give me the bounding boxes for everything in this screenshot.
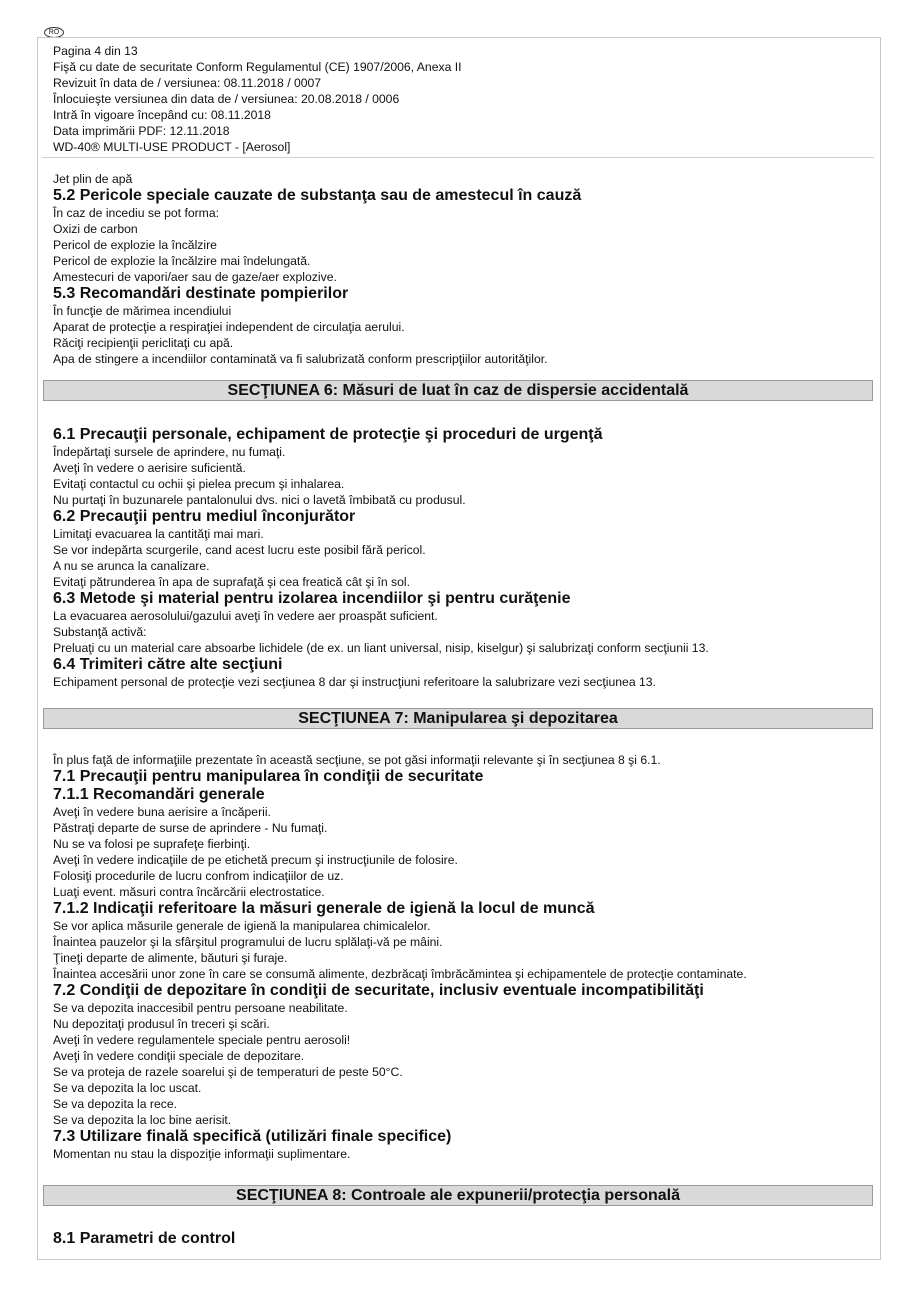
paragraph: Păstraţi departe de surse de aprindere - Nu fumaţi. bbox=[53, 821, 328, 835]
paragraph: Evitaţi pătrunderea în apa de suprafaţă şi cea freatică cât şi în sol. bbox=[53, 575, 411, 589]
paragraph: Echipament personal de protecţie vezi secţiunea 8 dar şi instrucţiuni referitoare la salubrizare vezi secţiunea 13. bbox=[53, 675, 656, 689]
heading-5-3: 5.3 Recomandări destinate pompierilor bbox=[53, 285, 349, 302]
language-badge: RO bbox=[44, 27, 64, 38]
section-6-content bbox=[53, 426, 873, 690]
paragraph: Nu se va folosi pe suprafeţe fierbinţi. bbox=[53, 837, 251, 851]
paragraph: Oxizi de carbon bbox=[53, 222, 138, 236]
section-8-content bbox=[53, 1230, 873, 1248]
section-7-content bbox=[53, 752, 873, 1162]
header-revision: Revizuit în data de / versiunea: 08.11.2018 / 0007 bbox=[53, 76, 322, 90]
paragraph: Preluaţi cu un material care absoarbe lichidele (de ex. un liant universal, nisip, kiselgur) şi salubrizaţi conform secţiunii 13. bbox=[53, 641, 709, 655]
section-5-content bbox=[53, 171, 873, 367]
heading-8-1: 8.1 Parametri de control bbox=[53, 1230, 236, 1247]
section-6-title-bar: SECŢIUNEA 6: Măsuri de luat în caz de dispersie accidentală bbox=[43, 380, 873, 401]
paragraph: Jet plin de apă bbox=[53, 172, 133, 186]
paragraph: Nu depozitaţi produsul în treceri şi scări. bbox=[53, 1017, 270, 1031]
paragraph: Se va proteja de razele soarelui şi de temperaturi de peste 50°C. bbox=[53, 1065, 403, 1079]
heading-7-2: 7.2 Condiţii de depozitare în condiţii de securitate, inclusiv eventuale incompatibilităţi bbox=[53, 982, 704, 999]
header-page-number: Pagina 4 din 13 bbox=[53, 44, 138, 58]
paragraph: Aveţi în vedere indicaţiile de pe etichetă precum şi instrucţiunile de folosire. bbox=[53, 853, 458, 867]
header-print-date: Data imprimării PDF: 12.11.2018 bbox=[53, 124, 230, 138]
section-7-title-bar: SECŢIUNEA 7: Manipularea şi depozitarea bbox=[43, 708, 873, 729]
heading-6-2: 6.2 Precauţii pentru mediul înconjurător bbox=[53, 508, 356, 525]
paragraph: Înaintea accesării unor zone în care se consumă alimente, dezbrăcaţi îmbrăcămintea şi echipamentele de protecţie contaminate. bbox=[53, 967, 747, 981]
paragraph: Momentan nu stau la dispoziţie informaţii suplimentare. bbox=[53, 1147, 351, 1161]
paragraph: Limitaţi evacuarea la cantităţi mai mari. bbox=[53, 527, 264, 541]
heading-6-4: 6.4 Trimiteri către alte secţiuni bbox=[53, 656, 283, 673]
paragraph: Evitaţi contactul cu ochii şi pielea precum şi inhalarea. bbox=[53, 477, 345, 491]
paragraph: Pericol de explozie la încălzire mai îndelungată. bbox=[53, 254, 311, 268]
document-header bbox=[53, 43, 462, 155]
paragraph: Nu purtaţi în buzunarele pantalonului dvs. nici o lavetă îmbibată cu produsul. bbox=[53, 493, 466, 507]
paragraph: Amestecuri de vapori/aer sau de gaze/aer explozive. bbox=[53, 270, 337, 284]
paragraph: Aveţi în vedere regulamentele speciale pentru aerosoli! bbox=[53, 1033, 351, 1047]
paragraph: A nu se arunca la canalizare. bbox=[53, 559, 210, 573]
paragraph: În plus faţă de informaţiile prezentate în această secţiune, se pot găsi informaţii relevante şi în secţiunea 8 şi 6.1. bbox=[53, 753, 661, 767]
paragraph: Se vor aplica măsurile generale de igienă la manipularea chimicalelor. bbox=[53, 919, 431, 933]
paragraph: Folosiţi procedurile de lucru confrom indicaţiilor de uz. bbox=[53, 869, 344, 883]
paragraph: Luaţi event. măsuri contra încărcării electrostatice. bbox=[53, 885, 325, 899]
paragraph: Se vor indepărta scurgerile, cand acest lucru este posibil fără pericol. bbox=[53, 543, 426, 557]
paragraph: Aparat de protecţie a respiraţiei independent de circulaţia aerului. bbox=[53, 320, 405, 334]
heading-6-3: 6.3 Metode şi material pentru izolarea incendiilor şi pentru curăţenie bbox=[53, 590, 571, 607]
header-divider bbox=[42, 157, 874, 158]
paragraph: Răciţi recipienţii periclitaţi cu apă. bbox=[53, 336, 234, 350]
paragraph: Se va depozita inaccesibil pentru persoane neabilitate. bbox=[53, 1001, 348, 1015]
header-doc-title: Fişă cu date de securitate Conform Regulamentul (CE) 1907/2006, Anexa II bbox=[53, 60, 462, 74]
paragraph: La evacuarea aerosolului/gazului aveţi în vedere aer proaspăt suficient. bbox=[53, 609, 438, 623]
header-replaces: Înlocuieşte versiunea din data de / versiunea: 20.08.2018 / 0006 bbox=[53, 92, 400, 106]
paragraph: Înaintea pauzelor şi la sfârşitul programului de lucru splălaţi-vă pe mâini. bbox=[53, 935, 443, 949]
paragraph: În funcţie de mărimea incendiului bbox=[53, 304, 232, 318]
paragraph: Îndepărtaţi sursele de aprindere, nu fumaţi. bbox=[53, 445, 286, 459]
header-product-name: WD-40® MULTI-USE PRODUCT - [Aerosol] bbox=[53, 140, 291, 154]
heading-7-1: 7.1 Precauţii pentru manipularea în condiţii de securitate bbox=[53, 768, 484, 785]
paragraph: Ţineţi departe de alimente, băuturi şi furaje. bbox=[53, 951, 288, 965]
heading-5-2: 5.2 Pericole speciale cauzate de substanţa sau de amestecul în cauză bbox=[53, 187, 582, 204]
paragraph: Aveţi în vedere condiţii speciale de depozitare. bbox=[53, 1049, 305, 1063]
paragraph: Aveţi în vedere o aerisire suficientă. bbox=[53, 461, 246, 475]
heading-7-3: 7.3 Utilizare finală specifică (utilizări finale specifice) bbox=[53, 1128, 452, 1145]
header-effective-date: Intră în vigoare începând cu: 08.11.2018 bbox=[53, 108, 271, 122]
paragraph: Aveţi în vedere buna aerisire a încăperii. bbox=[53, 805, 271, 819]
paragraph: Apa de stingere a incendiilor contaminată va fi salubrizată conform prescripţiilor autorităţilor. bbox=[53, 352, 548, 366]
heading-7-1-1: 7.1.1 Recomandări generale bbox=[53, 786, 265, 803]
paragraph: Se va depozita la loc uscat. bbox=[53, 1081, 202, 1095]
heading-6-1: 6.1 Precauţii personale, echipament de protecţie şi proceduri de urgenţă bbox=[53, 426, 603, 443]
section-8-title-bar: SECŢIUNEA 8: Controale ale expunerii/protecţia personală bbox=[43, 1185, 873, 1206]
heading-7-1-2: 7.1.2 Indicaţii referitoare la măsuri generale de igienă la locul de muncă bbox=[53, 900, 595, 917]
paragraph: În caz de incediu se pot forma: bbox=[53, 206, 219, 220]
paragraph: Se va depozita la loc bine aerisit. bbox=[53, 1113, 232, 1127]
paragraph: Se va depozita la rece. bbox=[53, 1097, 177, 1111]
paragraph: Substanţă activă: bbox=[53, 625, 147, 639]
paragraph: Pericol de explozie la încălzire bbox=[53, 238, 217, 252]
